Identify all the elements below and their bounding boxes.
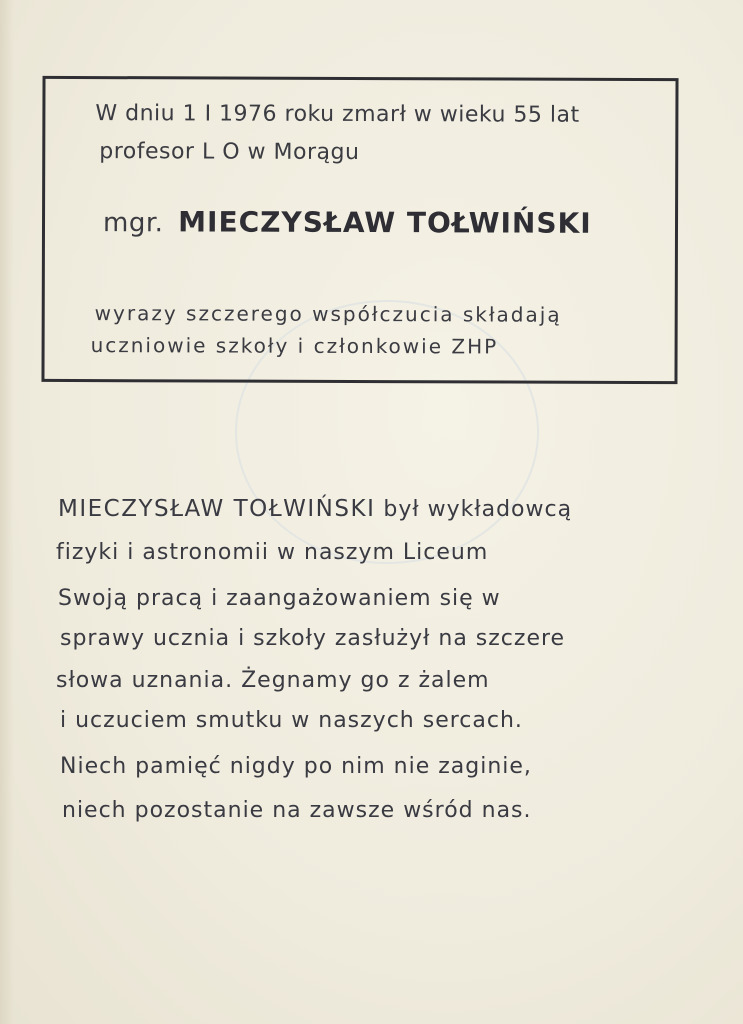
tribute-line-3: Swoją pracą i zaangażowaniem się w [58, 586, 501, 611]
page-spine-shadow [0, 0, 14, 1024]
tribute-line-1 [58, 496, 572, 522]
tribute-line-7: Niech pamięć nigdy po nim nie zaginie, [60, 754, 532, 779]
tribute-line-5: słowa uznania. Żegnamy go z żalem [56, 668, 490, 693]
notice-death-date-line: W dniu 1 I 1976 roku zmarł w wieku 55 lat [95, 101, 580, 128]
tribute-line-4: sprawy ucznia i szkoły zasłużył na szczere [60, 626, 566, 651]
notice-title-prefix: mgr. [102, 208, 164, 239]
notice-deceased-name: MIECZYSŁAW TOŁWIŃSKI [178, 205, 592, 240]
notice-name-line [103, 205, 592, 240]
tribute-name: MIECZYSŁAW TOŁWIŃSKI [58, 496, 376, 522]
tribute-line-6: i uczuciem smutku w naszych sercach. [60, 708, 523, 733]
notice-condolence-line-2: uczniowie szkoły i członkowie ZHP [90, 333, 499, 359]
tribute-line-2: fizyki i astronomii w naszym Liceum [56, 540, 489, 565]
notice-condolence-line-1: wyrazy szczerego współczucia składają [94, 301, 562, 327]
tribute-line-1-rest: był wykładowcą [383, 497, 573, 522]
notice-profession-line: profesor L O w Morągu [99, 139, 360, 165]
tribute-line-8: niech pozostanie na zawsze wśród nas. [62, 798, 532, 823]
obituary-notice-box [41, 76, 678, 384]
